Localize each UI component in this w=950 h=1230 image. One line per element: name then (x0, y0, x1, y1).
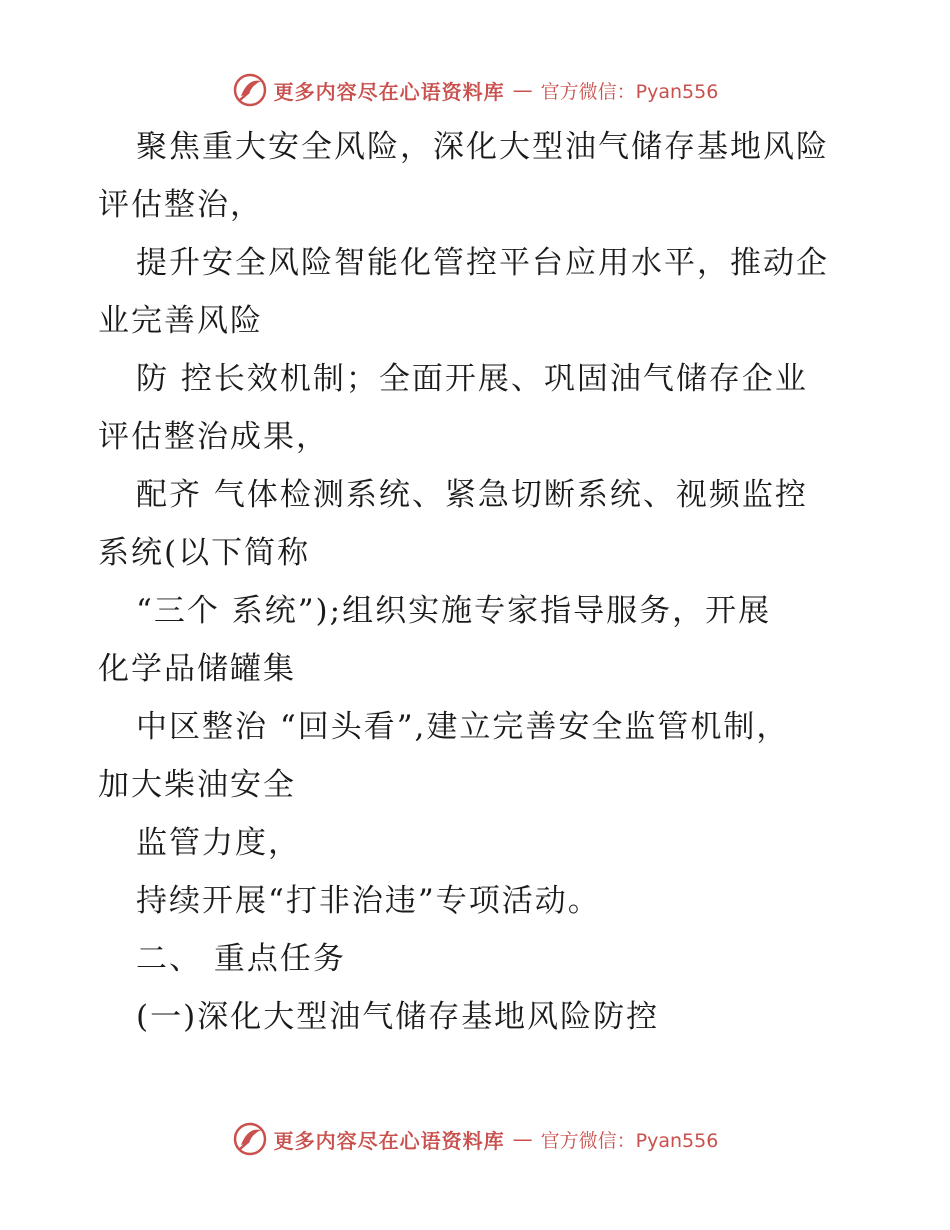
header-banner (0, 68, 950, 112)
paragraph-line: 提升安全风险智能化管控平台应用水平，推动企 (136, 245, 829, 281)
paragraph-line: 化学品储罐集 (98, 651, 296, 687)
footer-banner (0, 1117, 950, 1161)
paragraph-line: 系统(以下简称 (98, 535, 311, 571)
paragraph-line: 配齐 气体检测系统、紧急切断系统、视频监控 (136, 477, 808, 513)
red-wing-logo-icon (232, 72, 268, 108)
paragraph-line: 持续开展“打非治违”专项活动。 (136, 883, 601, 919)
banner-title: 更多内容尽在心语资料库 (273, 79, 505, 104)
paragraph-line: 评估整治成果， (98, 419, 329, 455)
banner-subtitle: 官方微信：Pyan556 (540, 80, 719, 103)
document-body (98, 118, 858, 1046)
paragraph-line: 中区整治 “回头看”,建立完善安全监管机制， (136, 709, 790, 745)
red-wing-logo-icon (232, 1121, 268, 1157)
paragraph-line: 防 控长效机制；全面开展、巩固油气储存企业 (136, 361, 808, 397)
paragraph-line: 加大柴油安全 (98, 767, 296, 803)
paragraph-line: 监管力度， (136, 825, 301, 861)
paragraph-line: 业完善风险 (98, 303, 263, 339)
banner-subtitle: 官方微信：Pyan556 (540, 1129, 719, 1152)
paragraph-line: 评估整治， (98, 187, 263, 223)
banner-dash: — (512, 1127, 533, 1151)
paragraph-line: “三个 系统”);组织实施专家指导服务，开展 (136, 593, 772, 629)
subsection-heading: (一)深化大型油气储存基地风险防控 (136, 999, 660, 1035)
banner-title: 更多内容尽在心语资料库 (273, 1128, 505, 1153)
banner-dash: — (512, 78, 533, 102)
paragraph-line: 聚焦重大安全风险，深化大型油气储存基地风险 (136, 129, 829, 165)
section-heading: 二、 重点任务 (136, 941, 346, 977)
